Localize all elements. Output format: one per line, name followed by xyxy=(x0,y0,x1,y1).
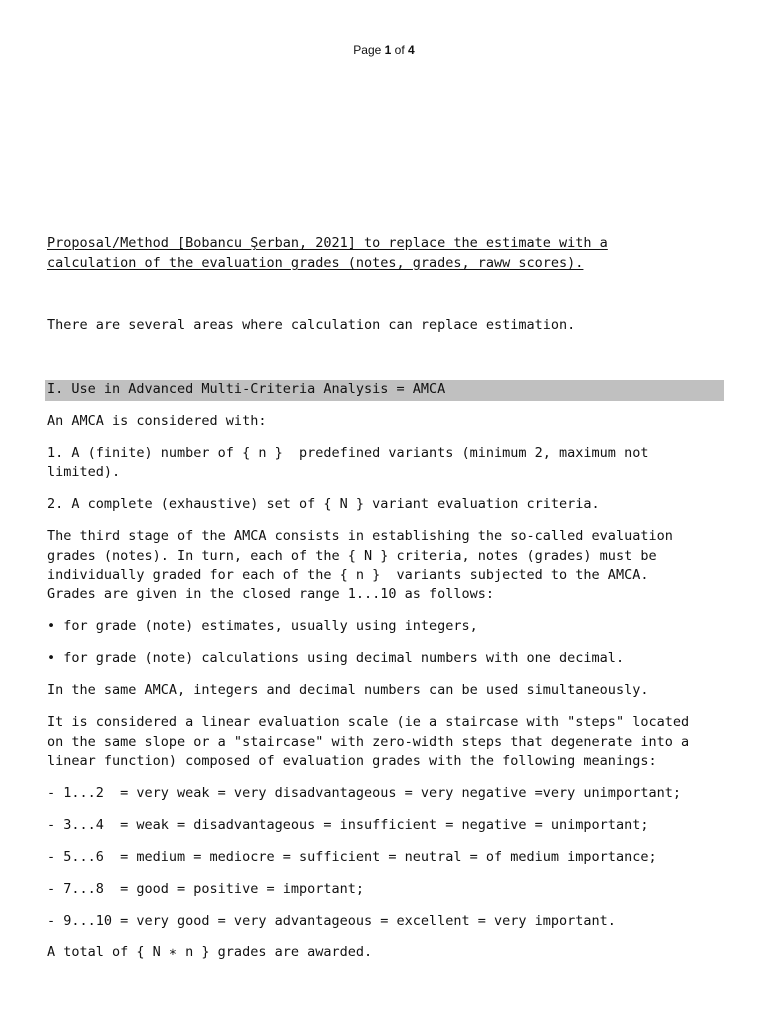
stage-paragraph-line-1: The third stage of the AMCA consists in establishing the so-called evaluation xyxy=(47,528,673,544)
document-title xyxy=(47,233,608,253)
same-amca-paragraph: In the same AMCA, integers and decimal numbers can be used simultaneously. xyxy=(47,682,649,698)
total-paragraph: A total of { N ∗ n } grades are awarded. xyxy=(47,944,373,960)
title-line-2: calculation of the evaluation grades (notes, grades, raww scores). xyxy=(47,255,584,271)
page-header xyxy=(0,43,768,57)
page-of-label: of xyxy=(391,43,409,57)
bullet-item-2: • for grade (note) calculations using decimal numbers with one decimal. xyxy=(47,650,625,666)
scale-item-4: - 7...8 = good = positive = important; xyxy=(47,881,364,897)
document-title-continued xyxy=(47,253,583,273)
stage-paragraph-line-3: individually graded for each of the { n } variants subjected to the AMCA. xyxy=(47,567,649,583)
scale-item-2: - 3...4 = weak = disadvantageous = insufficient = negative = unimportant; xyxy=(47,817,649,833)
list-item-2: 2. A complete (exhaustive) set of { N } variant evaluation criteria. xyxy=(47,496,600,512)
linear-paragraph-line-2: on the same slope or a "staircase" with zero-width steps that degenerate into a xyxy=(47,734,690,750)
linear-paragraph-line-1: It is considered a linear evaluation scale (ie a staircase with "steps" located xyxy=(47,714,690,730)
page-number: 1 xyxy=(384,43,392,57)
page-label: Page xyxy=(353,43,385,57)
section-heading: I. Use in Advanced Multi-Criteria Analysis = AMCA xyxy=(47,381,446,397)
stage-paragraph-line-2: grades (notes). In turn, each of the { N } criteria, notes (grades) must be xyxy=(47,548,657,564)
stage-paragraph-line-4: Grades are given in the closed range 1...10 as follows: xyxy=(47,586,495,602)
list-item-1-line-2: limited). xyxy=(47,464,121,480)
considered-paragraph: An AMCA is considered with: xyxy=(47,413,267,429)
list-item-1-line-1: 1. A (finite) number of { n } predefined variants (minimum 2, maximum not xyxy=(47,445,649,461)
linear-paragraph-line-3: linear function) composed of evaluation grades with the following meanings: xyxy=(47,753,657,769)
scale-item-5: - 9...10 = very good = very advantageous = excellent = very important. xyxy=(47,913,616,929)
intro-paragraph: There are several areas where calculation can replace estimation. xyxy=(47,317,576,333)
page-total: 4 xyxy=(408,43,415,57)
scale-item-1: - 1...2 = very weak = very disadvantageous = very negative =very unimportant; xyxy=(47,785,681,801)
scale-item-3: - 5...6 = medium = mediocre = sufficient = neutral = of medium importance; xyxy=(47,849,657,865)
bullet-item-1: • for grade (note) estimates, usually using integers, xyxy=(47,618,478,634)
title-line-1: Proposal/Method [Bobancu Şerban, 2021] to replace the estimate with a xyxy=(47,235,608,251)
